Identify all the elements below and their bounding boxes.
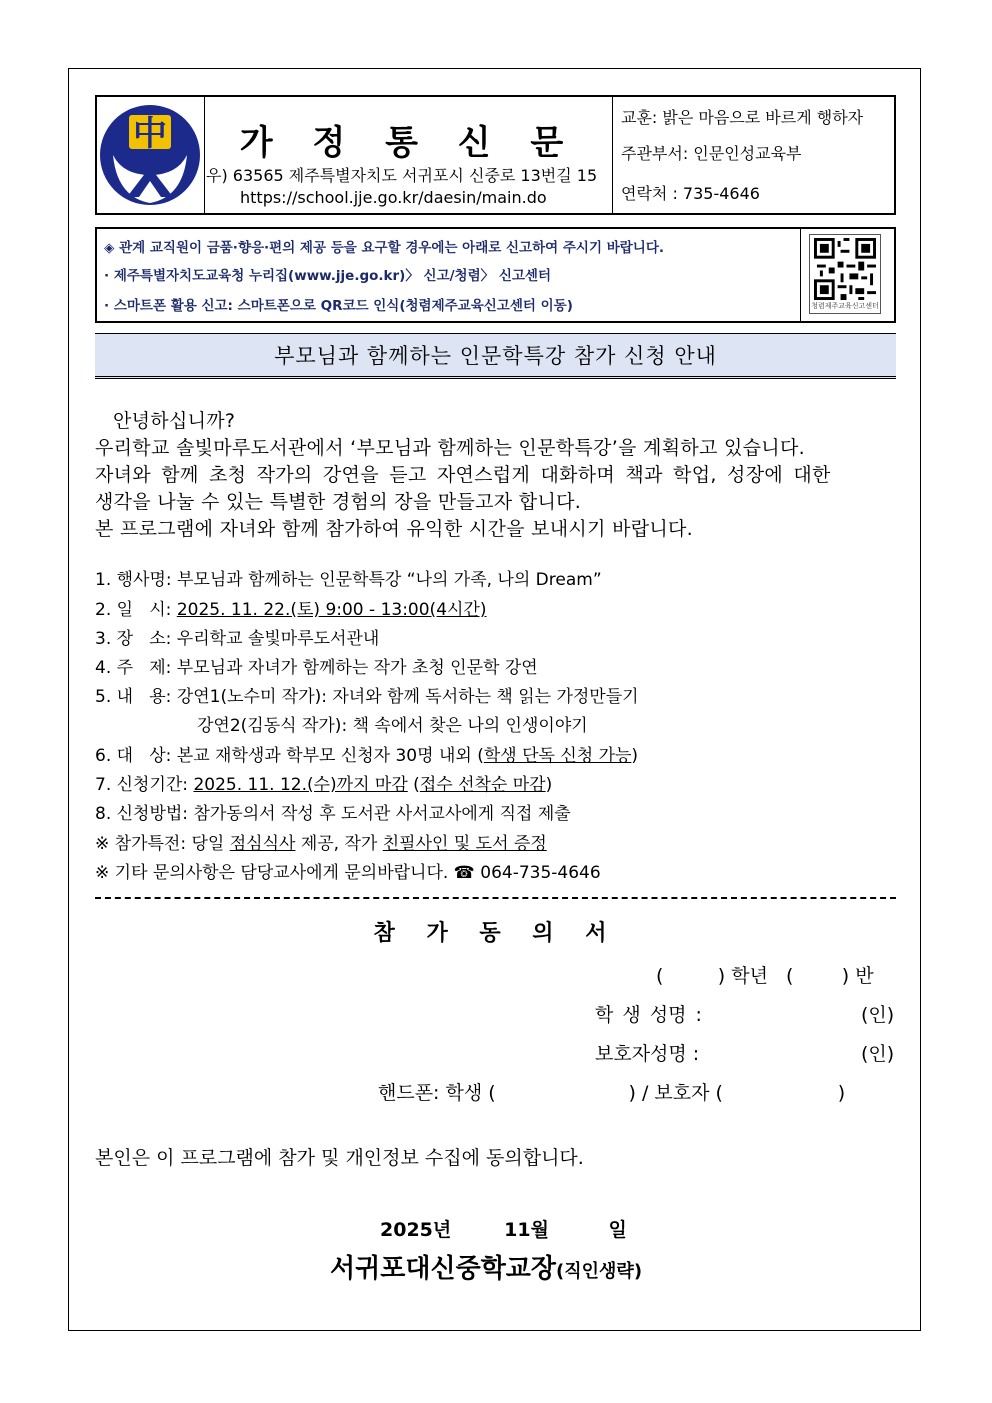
item-application-period: 7. 신청기간: 2025. 11. 12.(수)까지 마감 (접수 선착순 마감) (95, 775, 553, 795)
event-datetime-value: 2025. 11. 22.(토) 9:00 - 13:00(4시간) (176, 600, 487, 620)
newsletter-title: 가 정 통 신 문 (239, 123, 578, 163)
notice-title-banner: 부모님과 함께하는 인문학특강 참가 신청 안내 (95, 333, 896, 379)
item-application-method: 8. 신청방법: 참가동의서 작성 후 도서관 사서교사에게 직접 제출 (95, 804, 571, 824)
benefit-signed-book: 친필사인 및 도서 증정 (382, 834, 547, 854)
parent-seal[interactable]: (인) (861, 1043, 895, 1065)
report-line-3: · 스마트폰 활용 신고: 스마트폰으로 QR코드 인식(청렴제주교육신고센터 이동) (104, 298, 573, 314)
school-info-cell (613, 95, 896, 215)
principal-signature: 서귀포대신중학교장(직인생략) (330, 1254, 643, 1284)
benefit-lunch: 점심식사 (229, 834, 296, 854)
greeting: 안녕하십니까? (113, 410, 236, 432)
item-datetime: 2. 일 시: 2025. 11. 22.(토) 9:00 - 13:00(4시간) (95, 600, 487, 620)
intro-line-3: 생각을 나눌 수 있는 특별한 경험의 장을 만들고자 합니다. (95, 491, 582, 513)
seal-omitted-note: (직인생략) (556, 1261, 643, 1282)
consent-form-title: 참 가 동 의 서 (373, 921, 619, 946)
report-line-2: · 제주특별자치도교육청 누리집(www.jje.go.kr)〉 신고/청렴〉 신고센터 (104, 268, 551, 284)
signature-date: 2025년 11월 일 (380, 1219, 627, 1241)
contact-number: 연락처 : 735-4646 (621, 184, 760, 203)
parent-name-label: 보호자성명 : (595, 1043, 700, 1065)
note-inquiry: ※ 기타 문의사항은 담당교사에게 문의바랍니다. ☎ 064-735-4646 (95, 863, 601, 883)
intro-line-1: 우리학교 솔빛마루도서관에서 ‘부모님과 함께하는 인문학특강’을 계획하고 있습니다. (95, 437, 805, 459)
school-motto: 교훈: 밝은 마음으로 바르게 행하자 (621, 108, 864, 127)
item-place: 3. 장 소: 우리학교 솔빛마루도서관내 (95, 629, 380, 649)
school-logo (95, 95, 205, 215)
qr-code-icon (813, 238, 877, 300)
student-seal[interactable]: (인) (861, 1004, 895, 1026)
school-url[interactable]: https://school.jje.go.kr/daesin/main.do (240, 188, 547, 207)
target-note: 학생 단독 신청 가능 (483, 746, 632, 766)
qr-caption: 청렴제주교육신고센터 (811, 302, 879, 310)
deadline-note: 접수 선착순 마감 (419, 775, 546, 795)
student-name-label: 학 생 성명 : (595, 1004, 702, 1026)
intro-line-2: 자녀와 함께 초청 작가의 강연을 듣고 자연스럽게 대화하며 책과 학업, 성장에 대한 (95, 464, 831, 486)
item-content-1: 5. 내 용: 강연1(노수미 작가): 자녀와 함께 독서하는 책 읽는 가정만들기 (95, 687, 639, 707)
school-address: 우) 63565 제주특별자치도 서귀포시 신중로 13번길 15 (206, 166, 598, 185)
department: 주관부서: 인문인성교육부 (621, 144, 802, 163)
svg-text:中: 中 (133, 114, 167, 154)
report-divider (800, 227, 801, 323)
note-benefits: ※ 참가특전: 당일 점심식사 제공, 작가 친필사인 및 도서 증정 (95, 834, 547, 854)
grade-class-field[interactable]: ( ) 학년 ( ) 반 (656, 965, 874, 987)
qr-code[interactable] (809, 234, 881, 314)
consent-statement: 본인은 이 프로그램에 참가 및 개인정보 수집에 동의합니다. (95, 1147, 584, 1169)
item-content-2: 강연2(김동식 작가): 책 속에서 찾은 나의 인생이야기 (197, 716, 588, 736)
phone-field[interactable]: 핸드폰: 학생 ( ) / 보호자 ( ) (378, 1082, 846, 1104)
item-topic: 4. 주 제: 부모님과 자녀가 함께하는 작가 초청 인문학 강연 (95, 658, 538, 678)
intro-line-4: 본 프로그램에 자녀와 함께 참가하여 유익한 시간을 보내시기 바랍니다. (95, 518, 694, 540)
deadline-value: 2025. 11. 12.(수)까지 마감 (193, 775, 408, 795)
item-event-name: 1. 행사명: 부모님과 함께하는 인문학특강 “나의 가족, 나의 Dream” (95, 570, 602, 590)
item-target: 6. 대 상: 본교 재학생과 학부모 신청자 30명 내외 (학생 단독 신청 가능) (95, 746, 639, 766)
report-line-1: ◈ 관계 교직원이 금품·향응·편의 제공 등을 요구할 경우에는 아래로 신고하여 주시기 바랍니다. (104, 240, 664, 256)
school-logo-icon (97, 97, 203, 213)
cut-line (95, 897, 896, 899)
